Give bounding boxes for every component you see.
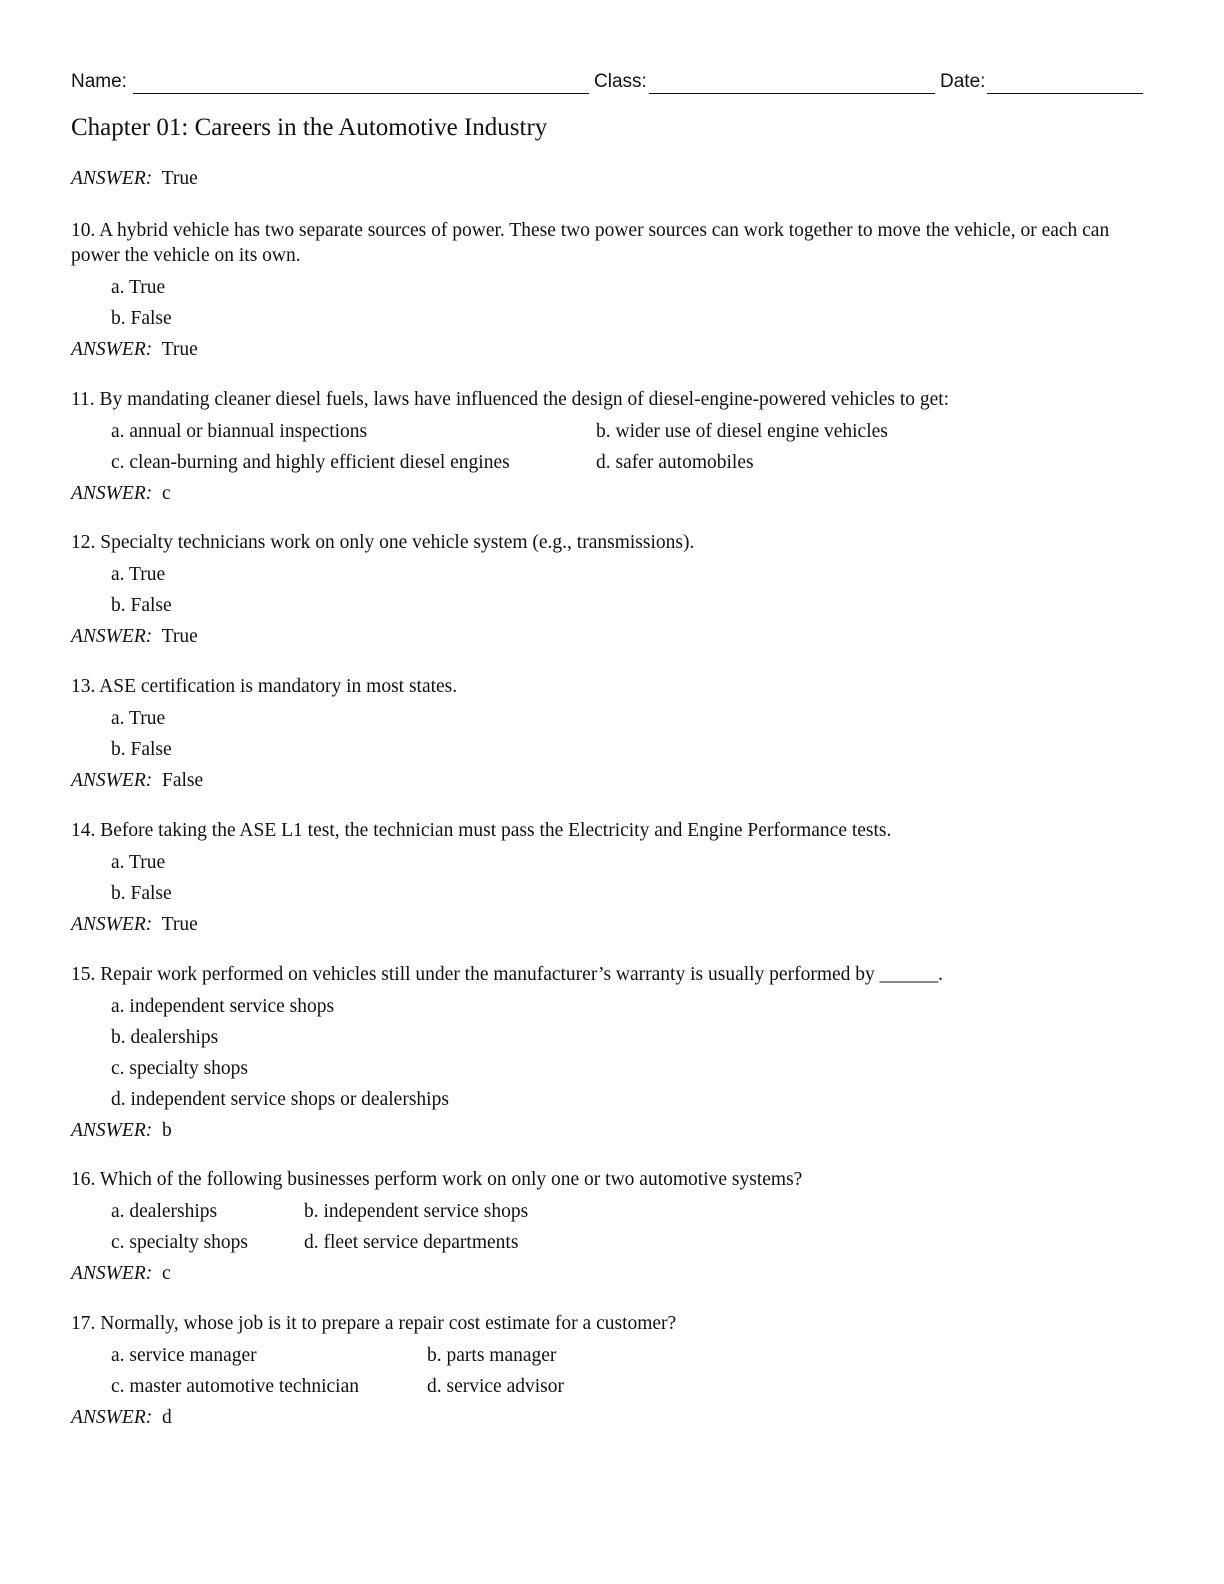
answer-line [71, 334, 1146, 365]
answer-label: ANSWER: [71, 914, 153, 935]
answer-value: d [161, 1407, 172, 1428]
answer-label: ANSWER: [71, 168, 153, 189]
option-b: b. False [111, 883, 172, 904]
answer-line [71, 1258, 1146, 1289]
option-b: b. independent service shops [304, 1201, 529, 1222]
question-text: 15. Repair work performed on vehicles still under the manufacturer’s warranty is usually performed by ______. [71, 964, 944, 985]
class-field-line [649, 93, 935, 94]
question-14 [71, 818, 1146, 940]
question-13 [71, 674, 1146, 796]
option-c: c. clean-burning and highly efficient diesel engines [111, 452, 510, 473]
question-text: 10. A hybrid vehicle has two separate sources of power. These two power sources can work together to move the vehicle, or each can power the vehicle on its own. [71, 220, 1110, 266]
question-17 [71, 1311, 1146, 1433]
answer-line [71, 1402, 1146, 1433]
answer-value: c [161, 483, 171, 504]
option-a: a. annual or biannual inspections [111, 421, 368, 442]
option-c: c. specialty shops [111, 1058, 249, 1079]
options-grid [71, 416, 1146, 478]
answer-label: ANSWER: [71, 770, 153, 791]
answer-line [71, 909, 1146, 940]
date-label: Date: [940, 71, 986, 92]
answer-line [71, 163, 198, 194]
answer-value: c [161, 1263, 171, 1284]
class-label: Class: [594, 71, 647, 92]
option-c: c. specialty shops [111, 1232, 249, 1253]
answer-label: ANSWER: [71, 1120, 153, 1141]
answer-label: ANSWER: [71, 626, 153, 647]
answer-value: b [161, 1120, 172, 1141]
question-15 [71, 962, 1146, 1146]
option-a: a. True [111, 708, 166, 729]
question-11 [71, 387, 1146, 509]
chapter-title: Chapter 01: Careers in the Automotive Industry [71, 114, 548, 141]
question-text: 16. Which of the following businesses perform work on only one or two automotive systems? [71, 1169, 803, 1190]
question-16 [71, 1167, 1146, 1289]
option-d: d. independent service shops or dealerships [111, 1089, 449, 1110]
question-text: 17. Normally, whose job is it to prepare a repair cost estimate for a customer? [71, 1313, 677, 1334]
answer-value: True [161, 914, 198, 935]
answer-label: ANSWER: [71, 483, 153, 504]
answer-label: ANSWER: [71, 1263, 153, 1284]
answer-value: False [161, 770, 204, 791]
option-d: d. safer automobiles [596, 452, 754, 473]
answer-line [71, 765, 1146, 796]
options-grid [71, 1340, 1146, 1402]
option-b: b. False [111, 308, 172, 329]
answer-line [71, 478, 1146, 509]
answer-line [71, 1115, 1146, 1146]
option-b: b. parts manager [427, 1345, 557, 1366]
question-text: 11. By mandating cleaner diesel fuels, laws have influenced the design of diesel-engine-powered vehicles to get: [71, 389, 950, 410]
answer-value: True [161, 339, 198, 360]
question-text: 12. Specialty technicians work on only one vehicle system (e.g., transmissions). [71, 532, 695, 553]
answer-value: True [161, 626, 198, 647]
answer-label: ANSWER: [71, 339, 153, 360]
option-b: b. dealerships [111, 1027, 219, 1048]
name-label: Name: [71, 71, 127, 92]
answer-block-prev [71, 163, 198, 194]
option-a: a. True [111, 564, 166, 585]
question-text: 14. Before taking the ASE L1 test, the technician must pass the Electricity and Engine Performance tests. [71, 820, 892, 841]
student-info-header [71, 71, 1143, 97]
option-b: b. False [111, 595, 172, 616]
option-c: c. master automotive technician [111, 1376, 359, 1397]
answer-value: True [161, 168, 198, 189]
date-field-line [987, 93, 1143, 94]
option-d: d. fleet service departments [304, 1232, 519, 1253]
question-text: 13. ASE certification is mandatory in most states. [71, 676, 458, 697]
option-a: a. True [111, 852, 166, 873]
question-12 [71, 530, 1146, 652]
name-field-line [133, 93, 589, 94]
option-a: a. dealerships [111, 1201, 218, 1222]
option-a: a. independent service shops [111, 996, 335, 1017]
question-10 [71, 218, 1146, 365]
option-b: b. False [111, 739, 172, 760]
options-grid [71, 1196, 1146, 1258]
option-a: a. service manager [111, 1345, 257, 1366]
option-b: b. wider use of diesel engine vehicles [596, 421, 888, 442]
answer-label: ANSWER: [71, 1407, 153, 1428]
option-d: d. service advisor [427, 1376, 564, 1397]
answer-line [71, 621, 1146, 652]
option-a: a. True [111, 277, 166, 298]
